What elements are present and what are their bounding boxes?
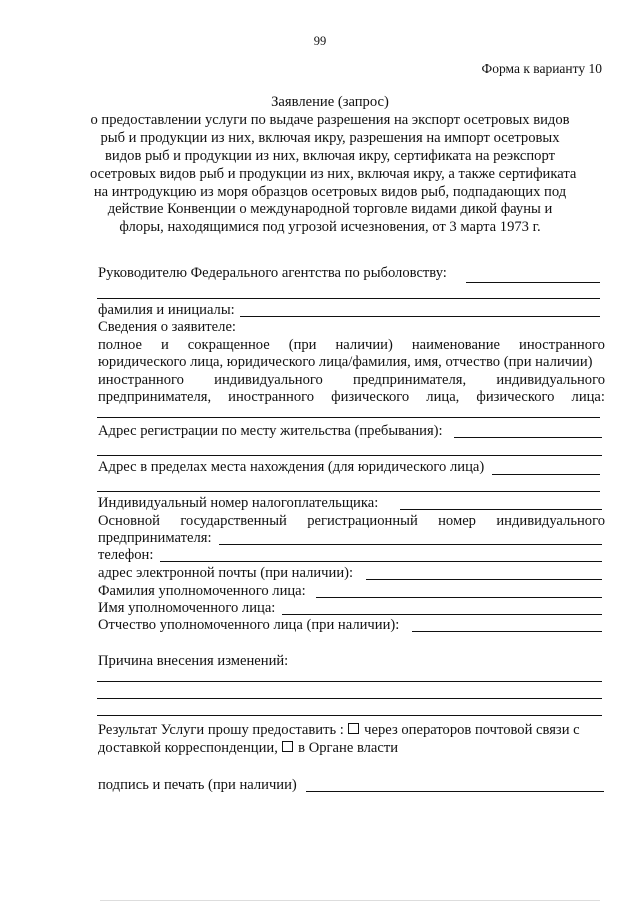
applicant-desc-line-3: [98, 371, 605, 389]
rep-name-label: Имя уполномоченного лица:: [98, 600, 276, 616]
word: индивидуального: [496, 513, 605, 529]
form-reference: Форма к варианту 10: [481, 61, 602, 76]
page-bottom-edge: [100, 900, 600, 901]
signature-field-line[interactable]: [306, 791, 604, 792]
word: индивидуального: [496, 372, 605, 388]
head-field-line-2[interactable]: [97, 298, 600, 299]
word: предпринимателя,: [353, 372, 467, 388]
word: лица:: [571, 389, 605, 405]
word: номер: [438, 513, 476, 529]
phone-label: телефон:: [98, 547, 154, 563]
legal-address-field-line[interactable]: [492, 474, 600, 475]
change-reason-field-line-3[interactable]: [97, 715, 602, 716]
office-checkbox[interactable]: [282, 741, 293, 752]
result-delivery-line-1: [98, 721, 580, 739]
subtitle-line: на интродукцию из моря образцов осетровых видов рыб, подпадающих под: [93, 183, 567, 200]
inn-field-line[interactable]: [400, 509, 602, 510]
legal-address-label: Адрес в пределах места нахождения (для юридического лица): [98, 459, 485, 475]
residence-address-field-line[interactable]: [454, 437, 602, 438]
change-reason-label: Причина внесения изменений:: [98, 653, 289, 669]
result-delivery-line-2: [98, 739, 398, 757]
subtitle-line: видов рыб и продукции из них, включая икру, сертификата на реэкспорт: [105, 147, 555, 164]
subtitle-line: действие Конвенции о международной торговле видами дикой фауны и: [107, 201, 553, 218]
legal-address-field-line-2[interactable]: [97, 491, 600, 492]
ogrnip-field-line[interactable]: [219, 544, 602, 545]
document-title-block: [90, 94, 577, 237]
subtitle-line: осетровых видов рыб и продукции из них, включая икру, а также сертификата: [90, 165, 577, 182]
ogrnip-label: предпринимателя:: [98, 530, 212, 546]
word: государственный: [180, 513, 287, 529]
word: иностранного: [98, 372, 184, 388]
email-label: адрес электронной почты (при наличии):: [98, 565, 354, 581]
rep-patronymic-field-line[interactable]: [412, 631, 602, 632]
email-field-line[interactable]: [366, 579, 602, 580]
word: (при: [288, 337, 317, 353]
word: индивидуального: [214, 372, 323, 388]
subtitle-line: рыб и продукции из них, включая икру, разрешения на импорт осетровых: [100, 129, 560, 146]
residence-address-field-line-2[interactable]: [97, 455, 602, 456]
name-initials-label: фамилия и инициалы:: [98, 302, 235, 318]
subtitle-line: флоры, находящимися под угрозой исчезновения, от 3 марта 1973 г.: [119, 219, 541, 236]
rep-name-field-line[interactable]: [282, 614, 602, 615]
change-reason-field-line[interactable]: [97, 681, 602, 682]
post-delivery-checkbox[interactable]: [348, 723, 359, 734]
word: Основной: [98, 513, 160, 529]
result-intro: Результат Услуги прошу предоставить :: [98, 722, 344, 738]
applicant-info-heading: Сведения о заявителе:: [98, 319, 236, 335]
applicant-desc-line-1: [98, 336, 605, 354]
head-label: Руководителю Федерального агентства по рыболовству:: [98, 265, 447, 281]
document-title: Заявление (запрос): [271, 94, 389, 110]
ogrnip-line-1: [98, 512, 605, 530]
applicant-desc-line-2: юридического лица, юридического лица/фамилия, имя, отчество (при наличии): [98, 354, 593, 370]
word: и: [160, 337, 169, 353]
rep-surname-label: Фамилия уполномоченного лица:: [98, 583, 306, 599]
rep-patronymic-label: Отчество уполномоченного лица (при наличии):: [98, 617, 400, 633]
rep-surname-field-line[interactable]: [316, 597, 602, 598]
signature-label: подпись и печать (при наличии): [98, 777, 297, 793]
word: физического: [331, 389, 410, 405]
word: наличии): [335, 337, 393, 353]
word: сокращенное: [187, 337, 270, 353]
inn-label: Индивидуальный номер налогоплательщика:: [98, 495, 379, 511]
applicant-field-line[interactable]: [97, 417, 600, 418]
word: полное: [98, 337, 142, 353]
head-field-line[interactable]: [466, 282, 600, 283]
word: иностранного: [228, 389, 315, 405]
word: иностранного: [519, 337, 605, 353]
post-delivery-label-cont: доставкой корреспонденции,: [98, 740, 278, 756]
word: регистрационный: [307, 513, 418, 529]
word: лица,: [426, 389, 460, 405]
residence-address-label: Адрес регистрации по месту жительства (пребывания):: [98, 423, 443, 439]
name-initials-field-line[interactable]: [240, 316, 600, 317]
change-reason-field-line-2[interactable]: [97, 698, 602, 699]
page-number: 99: [313, 34, 327, 48]
phone-field-line[interactable]: [160, 561, 602, 562]
word: предпринимателя,: [98, 389, 212, 405]
applicant-desc-line-4: [98, 388, 605, 406]
office-label: в Органе власти: [298, 740, 399, 756]
word: физического: [476, 389, 555, 405]
post-delivery-label: через операторов почтовой связи с: [364, 722, 580, 738]
subtitle-line: о предоставлении услуги по выдаче разрешения на экспорт осетровых видов: [90, 111, 570, 128]
word: наименование: [411, 337, 501, 353]
